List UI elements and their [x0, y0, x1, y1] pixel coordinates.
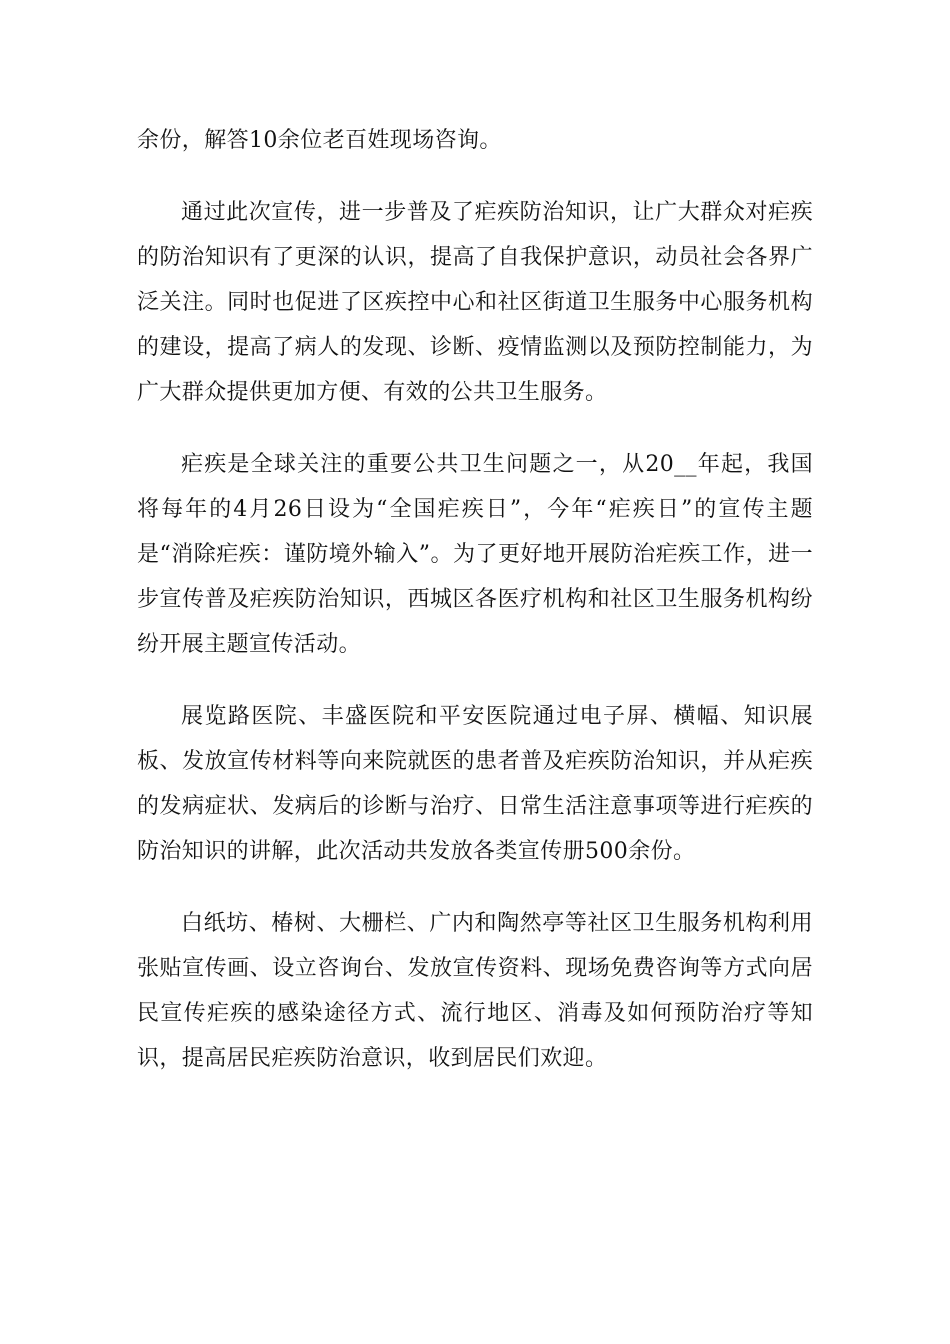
paragraph-5: 白纸坊、椿树、大栅栏、广内和陶然亭等社区卫生服务机构利用张贴宣传画、设立咨询台、发放宣传资料、现场免费咨询等方式向居民宣传疟疾的感染途径方式、流行地区、消毒及如何预防治疗等知识，提高居民疟疾防治意识，收到居民们欢迎。 [137, 911, 813, 1071]
paragraph-3: 疟疾是全球关注的重要公共卫生问题之一，从20__年起，我国将每年的4月26日设为“全国疟疾日”，今年“疟疾日”的宣传主题是“消除疟疾：谨防境外输入”。为了更好地开展防治疟疾工作，进一步宣传普及疟疾防治知识，西城区各医疗机构和社区卫生服务机构纷纷开展主题宣传活动。 [137, 452, 813, 657]
paragraph-1: 余份，解答10余位老百姓现场咨询。 [137, 128, 502, 153]
paragraph-2: 通过此次宣传，进一步普及了疟疾防治知识，让广大群众对疟疾的防治知识有了更深的认识，提高了自我保护意识，动员社会各界广泛关注。同时也促进了区疾控中心和社区街道卫生服务中心服务机构的建设，提高了病人的发现、诊断、疫情监测以及预防控制能力，为广大群众提供更加方便、有效的公共卫生服务。 [137, 200, 813, 405]
document-body [137, 118, 813, 1108]
paragraph-4: 展览路医院、丰盛医院和平安医院通过电子屏、横幅、知识展板、发放宣传材料等向来院就医的患者普及疟疾防治知识，并从疟疾的发病症状、发病后的诊断与治疗、日常生活注意事项等进行疟疾的防治知识的讲解，此次活动共发放各类宣传册500余份。 [137, 704, 813, 864]
